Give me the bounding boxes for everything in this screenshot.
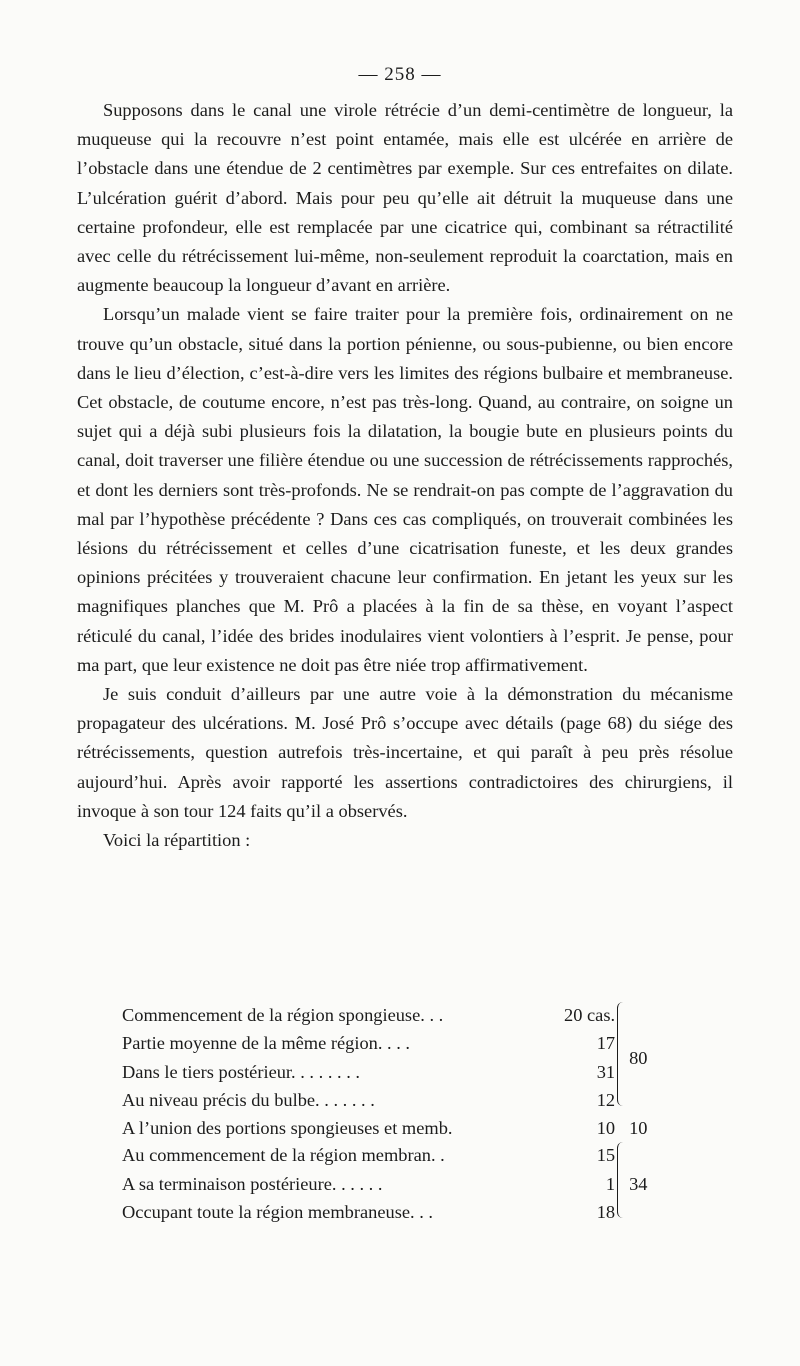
row-count: 12 <box>596 1089 616 1110</box>
group-total: 80 <box>629 1047 648 1068</box>
group-total: 34 <box>629 1173 648 1194</box>
page-number: — 258 — <box>358 64 442 85</box>
row-label: Commencement de la région spongieuse. . . <box>122 1005 444 1026</box>
row-count: 15 <box>596 1145 616 1166</box>
row-count: 10 <box>596 1117 616 1138</box>
group-bracket <box>615 1142 629 1227</box>
row-label: Au commencement de la région membran. . <box>122 1145 445 1166</box>
table-row <box>122 1199 683 1227</box>
paragraph-3: Je suis conduit d’ailleurs par une autre voie à la démonstration du mécanisme propagateur des ulcérations. M. José Prô s’occupe avec détails (page 68) du siége des rétrécissements, question autrefois très-incertaine, et qui paraît à peu près résolue aujourd’hui. Après avoir rapporté les assertions contradictoires des chirurgiens, il invoque à son tour 124 faits qu’il a observés. <box>77 684 733 821</box>
table-row <box>122 1030 683 1058</box>
row-label: Au niveau précis du bulbe. . . . . . . <box>122 1089 375 1110</box>
group-total: 10 <box>629 1117 648 1138</box>
table-row <box>122 1086 683 1114</box>
table-row <box>122 1058 683 1086</box>
row-count: 18 <box>596 1201 616 1222</box>
table-row <box>122 1170 683 1198</box>
table-intro: Voici la répartition : <box>103 830 251 851</box>
paragraph-2: Lorsqu’un malade vient se faire traiter pour la première fois, ordinairement on ne trouve qu’un obstacle, situé dans la portion pénienne, ou sous-pubienne, ou bien encore dans le lieu d’élection, c’est-à-dire vers les limites des régions bulbaire et membraneuse. Cet obstacle, de coutume encore, n’est pas très-long. Quand, au contraire, on soigne un sujet qui a déjà subi plusieurs fois la dilatation, la bougie bute en plusieurs points du canal, doit traverser une filière étendue ou une succession de rétrécissements rapprochés, et dont les derniers sont très-profonds. Ne se rendrait-on pas compte de l’aggravation du mal par l’hypothèse précédente ? Dans ces cas compliqués, on trouverait combinées les lésions du rétrécissement et celles d’une cicatrisation funeste, et les deux grandes opinions précitées y trouveraient chacune leur confirmation. En jetant les yeux sur les magnifiques planches que M. Prô a placées à la fin de sa thèse, en voyant l’aspect réticulé du canal, l’idée des brides inodulaires vient volontiers à l’esprit. Je pense, pour ma part, que leur existence ne doit pas être niée trop affirmativement. <box>77 304 733 675</box>
row-label: Occupant toute la région membraneuse. . . <box>122 1201 433 1222</box>
row-label: A sa terminaison postérieure. . . . . . <box>122 1173 383 1194</box>
table-row <box>122 1115 683 1143</box>
group-bracket <box>615 1002 629 1115</box>
body-text <box>77 96 733 855</box>
paragraph-1: Supposons dans le canal une virole rétrécie d’un demi-centimètre de longueur, la muqueuse qui la recouvre n’est point entamée, mais elle est ulcérée en arrière de l’obstacle dans une étendue de 2 centimètres par exemple. Sur ces entrefaites on dilate. L’ulcération guérit d’abord. Mais pour peu qu’elle ait détruit la muqueuse dans une certaine profondeur, elle est remplacée par une cicatrice qui, combinant sa rétractilité avec celle du rétrécissement lui-même, non-seulement reproduit la coarctation, mais en augmente beaucoup la longueur d’avant en arrière. <box>77 100 733 296</box>
distribution-table <box>122 1002 683 1227</box>
row-label: Partie moyenne de la même région. . . . <box>122 1033 411 1054</box>
row-count: 17 <box>596 1033 616 1054</box>
row-count: 20 cas. <box>564 1005 616 1026</box>
table-row <box>122 1002 683 1030</box>
row-count: 1 <box>605 1173 616 1194</box>
table-row <box>122 1142 683 1170</box>
row-count: 31 <box>596 1061 616 1082</box>
row-label: A l’union des portions spongieuses et memb. <box>122 1117 453 1138</box>
row-label: Dans le tiers postérieur. . . . . . . . <box>122 1061 361 1082</box>
